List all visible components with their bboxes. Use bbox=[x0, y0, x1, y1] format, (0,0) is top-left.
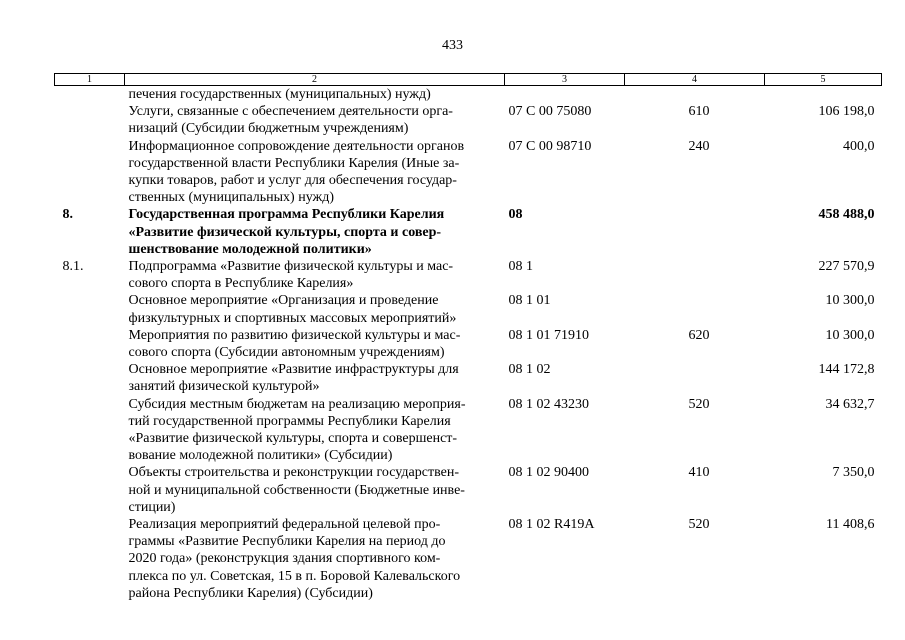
row-name-line: купки товаров, работ и услуг для обеспечения государ- bbox=[128, 173, 457, 189]
table-row bbox=[55, 86, 882, 104]
row-name-cell bbox=[125, 206, 505, 258]
row-kvr-cell bbox=[625, 361, 765, 395]
row-name-line: Государственная программа Республики Карелия bbox=[128, 207, 445, 223]
row-code-cell: 08 1 01 71910 bbox=[508, 327, 589, 343]
row-name-line: Подпрограмма «Развитие физической культуры и мас- bbox=[128, 259, 454, 275]
table-row bbox=[55, 138, 882, 207]
row-number-cell bbox=[55, 138, 125, 207]
row-number-cell bbox=[55, 103, 125, 137]
row-name-line: печения государственных (муниципальных) нужд) bbox=[128, 87, 431, 102]
row-name-cell bbox=[125, 396, 505, 465]
row-name-line: государственной власти Республики Карелия (Иные за- bbox=[128, 155, 460, 171]
table-row bbox=[55, 396, 882, 465]
row-amount-cell: 11 408,6 bbox=[826, 517, 875, 533]
column-number-row bbox=[55, 74, 882, 86]
row-name-line: физкультурных и спортивных массовых мероприятий» bbox=[128, 310, 457, 326]
row-name-line: шенствование молодежной политики» bbox=[128, 241, 372, 257]
row-name-cell bbox=[125, 258, 505, 292]
row-code-cell: 08 1 01 bbox=[508, 293, 551, 309]
table-row bbox=[55, 516, 882, 602]
column-header: 3 bbox=[505, 74, 625, 86]
row-code-cell: 08 1 02 bbox=[508, 362, 551, 378]
table-row bbox=[55, 464, 882, 516]
row-name-cell bbox=[125, 138, 505, 207]
row-name-line: «Развитие физической культуры, спорта и совер- bbox=[128, 224, 442, 240]
row-name-line: Основное мероприятие «Организация и проведение bbox=[128, 293, 439, 309]
row-amount-cell: 34 632,7 bbox=[825, 396, 875, 412]
row-number-cell bbox=[55, 292, 125, 326]
page-number: 433 bbox=[442, 38, 463, 53]
table-row bbox=[55, 327, 882, 361]
budget-table bbox=[54, 73, 882, 602]
row-amount-cell: 144 172,8 bbox=[818, 362, 875, 378]
row-kvr-cell bbox=[625, 86, 765, 104]
column-header: 1 bbox=[55, 74, 125, 86]
row-code-cell: 08 1 bbox=[508, 259, 533, 275]
row-name-line: сового спорта в Республике Карелия» bbox=[128, 276, 354, 292]
row-name-line: Субсидия местным бюджетам на реализацию мероприя- bbox=[128, 396, 466, 412]
row-amount-cell: 10 300,0 bbox=[825, 293, 875, 309]
column-header: 4 bbox=[625, 74, 765, 86]
row-name-line: района Республики Карелия) (Субсидии) bbox=[128, 585, 373, 601]
row-kvr-cell: 610 bbox=[688, 104, 710, 120]
row-kvr-cell bbox=[625, 206, 765, 258]
table-body bbox=[55, 86, 882, 603]
table-row bbox=[55, 258, 882, 292]
row-code-cell: 08 1 02 R419A bbox=[508, 517, 595, 533]
row-amount-cell: 10 300,0 bbox=[825, 327, 875, 343]
row-name-line: Мероприятия по развитию физической культуры и мас- bbox=[128, 327, 461, 343]
row-name-line: занятий физической культурой» bbox=[128, 379, 320, 395]
row-kvr-cell: 620 bbox=[688, 327, 710, 343]
row-name-line: стиции) bbox=[128, 499, 176, 515]
row-code-cell: 07 С 00 98710 bbox=[508, 138, 592, 154]
row-name-cell bbox=[125, 516, 505, 602]
row-number-cell bbox=[55, 86, 125, 104]
row-code-cell: 08 1 02 43230 bbox=[508, 396, 589, 412]
row-number-cell bbox=[55, 516, 125, 602]
row-name-line: Информационное сопровождение деятельности органов bbox=[128, 138, 465, 154]
row-number-cell: 8.1. bbox=[62, 259, 84, 275]
row-name-cell bbox=[125, 361, 505, 395]
table-header bbox=[55, 74, 882, 86]
row-amount-cell: 227 570,9 bbox=[818, 259, 875, 275]
table-row bbox=[55, 103, 882, 137]
row-name-line: сового спорта (Субсидии автономным учреждениям) bbox=[128, 345, 445, 361]
row-name-cell bbox=[125, 327, 505, 361]
row-kvr-cell: 410 bbox=[688, 465, 710, 481]
row-name-line: ственных (муниципальных) нужд) bbox=[128, 190, 334, 206]
row-name-cell bbox=[125, 103, 505, 137]
row-code-cell bbox=[505, 86, 625, 104]
column-header: 5 bbox=[765, 74, 882, 86]
row-amount-cell: 458 488,0 bbox=[818, 207, 875, 223]
row-name-line: плекса по ул. Советская, 15 в п. Боровой Калевальского bbox=[128, 568, 461, 584]
row-amount-cell: 106 198,0 bbox=[818, 104, 875, 120]
row-amount-cell: 400,0 bbox=[843, 138, 875, 154]
table-row bbox=[55, 361, 882, 395]
row-code-cell: 08 1 02 90400 bbox=[508, 465, 589, 481]
row-name-line: тий государственной программы Республики Карелия bbox=[128, 413, 451, 429]
row-name-line: «Развитие физической культуры, спорта и совершенст- bbox=[128, 431, 458, 447]
row-name-line: ной и муниципальной собственности (Бюджетные инве- bbox=[128, 482, 465, 498]
row-kvr-cell: 520 bbox=[688, 396, 710, 412]
table-row bbox=[55, 206, 882, 258]
row-name-line: Услуги, связанные с обеспечением деятельности орга- bbox=[128, 104, 453, 120]
row-kvr-cell: 520 bbox=[688, 517, 710, 533]
table-row bbox=[55, 292, 882, 326]
row-number-cell bbox=[55, 464, 125, 516]
row-name-cell bbox=[125, 86, 505, 104]
row-name-line: граммы «Развитие Республики Карелия на период до bbox=[128, 534, 446, 550]
row-kvr-cell bbox=[625, 292, 765, 326]
row-code-cell: 07 С 00 75080 bbox=[508, 104, 592, 120]
row-number-cell: 8. bbox=[62, 207, 73, 223]
row-name-line: Объекты строительства и реконструкции государствен- bbox=[128, 465, 459, 481]
row-amount-cell bbox=[765, 86, 882, 104]
row-number-cell bbox=[55, 361, 125, 395]
row-name-line: вование молодежной политики» (Субсидии) bbox=[128, 448, 393, 464]
row-name-cell bbox=[125, 292, 505, 326]
row-amount-cell: 7 350,0 bbox=[832, 465, 875, 481]
row-code-cell: 08 bbox=[508, 207, 523, 223]
column-header: 2 bbox=[125, 74, 505, 86]
row-kvr-cell: 240 bbox=[688, 138, 710, 154]
row-name-line: низаций (Субсидии бюджетным учреждениям) bbox=[128, 121, 409, 137]
row-name-cell bbox=[125, 464, 505, 516]
row-kvr-cell bbox=[625, 258, 765, 292]
row-number-cell bbox=[55, 327, 125, 361]
row-name-line: Реализация мероприятий федеральной целевой про- bbox=[128, 517, 441, 533]
row-number-cell bbox=[55, 396, 125, 465]
row-name-line: 2020 года» (реконструкция здания спортивного ком- bbox=[128, 551, 441, 567]
row-name-line: Основное мероприятие «Развитие инфраструктуры для bbox=[128, 362, 459, 378]
